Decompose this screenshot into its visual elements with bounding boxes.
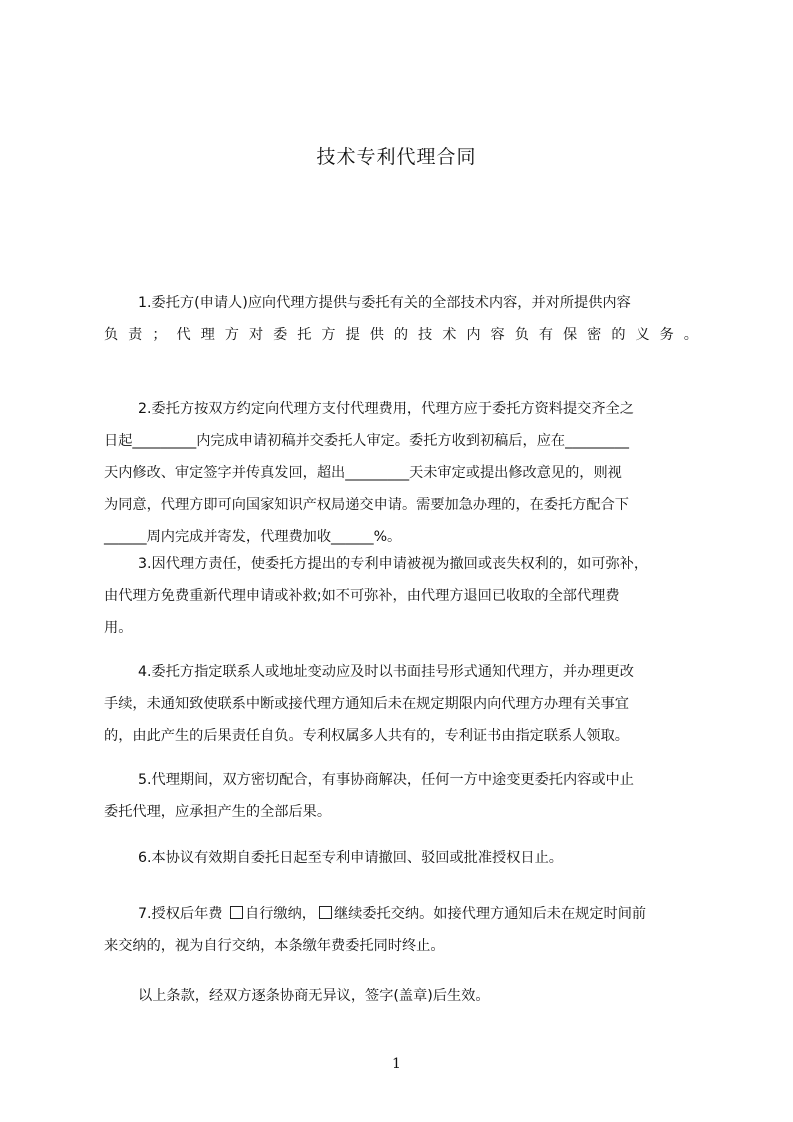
checkbox-self-pay-icon[interactable]	[230, 906, 243, 919]
clause-4	[104, 656, 698, 752]
closing-statement	[104, 980, 698, 1012]
clause-5-line-2: 委托代理，应承担产生的全部后果。	[104, 804, 332, 820]
clause-1	[104, 287, 698, 351]
clause-4-line-1: 4.委托方指定联系人或地址变动应及时以书面挂号形式通知代理方，并办理更改	[138, 664, 634, 680]
clause-7-line-1	[104, 898, 698, 930]
clause-5	[104, 764, 698, 828]
clause-7-option-2: 继续委托交纳。如接代理方通知后未在规定时间前	[333, 906, 647, 922]
clause-3-line-3: 用。	[104, 620, 133, 636]
closing-line: 以上条款，经双方逐条协商无异议，签字(盖章)后生效。	[138, 988, 490, 1004]
page-number: 1	[392, 1056, 401, 1072]
clause-2-line-3: 天内修改、审定签字并传真发回，超出_________天未审定或提出修改意见的，则视	[104, 465, 622, 481]
clause-7-prefix: 7.授权后年费	[138, 906, 223, 922]
clause-1-line-2: 负责；代理方对委托方提供的技术内容负有保密的义务。	[104, 327, 698, 343]
clause-5-line-1: 5.代理期间，双方密切配合，有事协商解决，任何一方中途变更委托内容或中止	[138, 772, 634, 788]
document-title: 技术专利代理合同	[316, 146, 477, 168]
clause-7-option-1: 自行缴纳，	[245, 906, 316, 922]
clause-1-line-1: 1.委托方(申请人)应向代理方提供与委托有关的全部技术内容，并对所提供内容	[138, 295, 631, 311]
clause-2-line-1: 2.委托方按双方约定向代理方支付代理费用，代理方应于委托方资料提交齐全之	[138, 401, 634, 417]
clause-6	[104, 842, 698, 874]
clause-2-line-2: 日起_________内完成申请初稿并交委托人审定。委托方收到初稿后，应在_________	[104, 433, 629, 449]
clause-3	[104, 548, 698, 644]
clause-2	[104, 393, 698, 553]
clause-2-line-5: ______周内完成并寄发，代理费加收______%。	[104, 529, 402, 545]
checkbox-continue-entrust-icon[interactable]	[319, 906, 332, 919]
clause-2-line-4: 为同意，代理方即可向国家知识产权局递交申请。需要加急办理的，在委托方配合下	[104, 497, 629, 513]
clause-4-line-2: 手续，未通知致使联系中断或接代理方通知后未在规定期限内向代理方办理有关事宜	[104, 696, 629, 712]
clause-6-line-1: 6.本协议有效期自委托日起至专利申请撤回、驳回或批准授权日止。	[138, 850, 563, 866]
clause-3-line-2: 由代理方免费重新代理申请或补救;如不可弥补，由代理方退回已收取的全部代理费	[104, 588, 620, 604]
clause-3-line-1: 3.因代理方责任，使委托方提出的专利申请被视为撤回或丧失权利的，如可弥补，	[138, 556, 649, 572]
clause-7-line-2: 来交纳的，视为自行交纳，本条缴年费委托同时终止。	[104, 938, 445, 954]
clause-4-line-3: 的，由此产生的后果责任自负。专利权属多人共有的，专利证书由指定联系人领取。	[104, 728, 629, 744]
clause-7	[104, 898, 698, 962]
